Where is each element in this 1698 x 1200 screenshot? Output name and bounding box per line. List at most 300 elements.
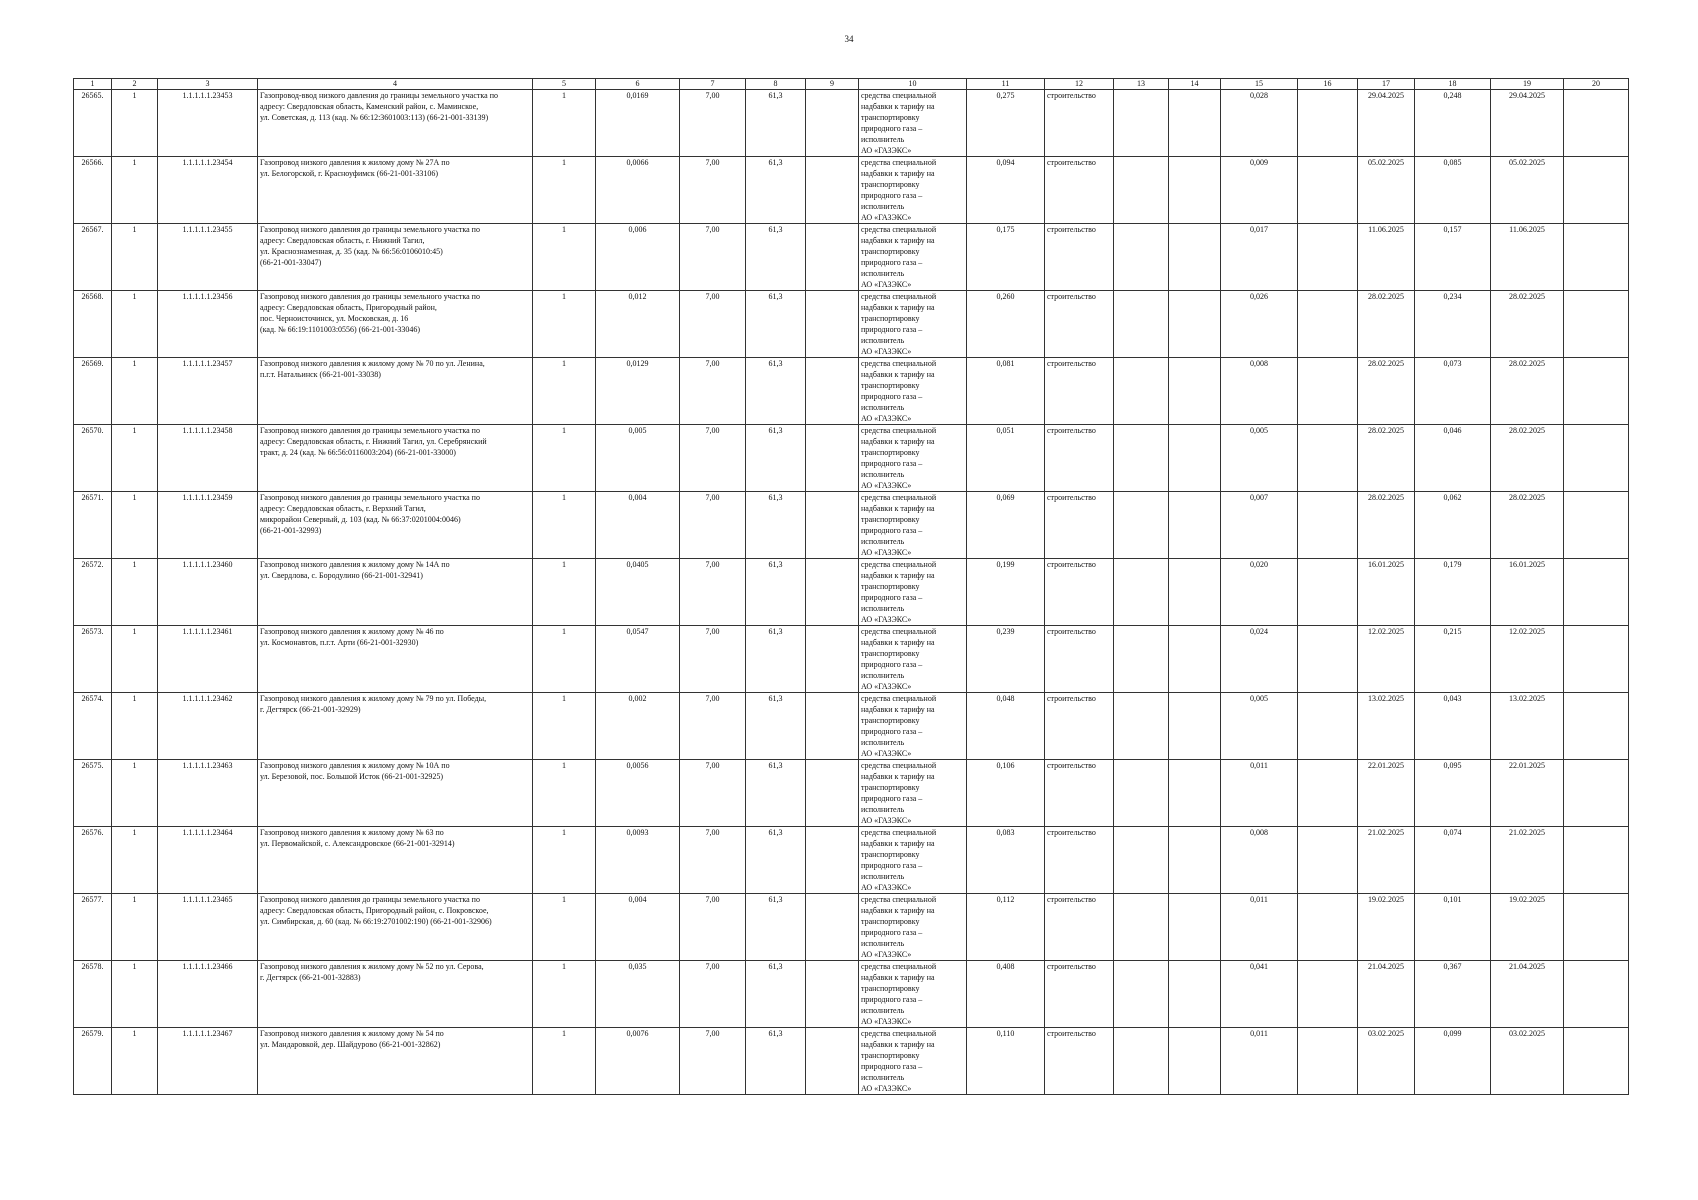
table-row [74, 224, 1629, 291]
col-20 [1564, 492, 1629, 559]
work-type-cell: строительство [1045, 827, 1114, 894]
col-14 [1169, 157, 1221, 224]
start-date-cell: 12.02.2025 [1358, 626, 1415, 693]
column-header: 9 [806, 79, 859, 90]
col-5: 1 [533, 827, 596, 894]
description-cell: Газопровод низкого давления до границы земельного участка по адресу: Свердловская область, г. Верхний Тагил, микрорайон Северный, д. 103 (кад. № 66:37:0201004:0046) (66-21-001-32993) [258, 492, 533, 559]
start-date-cell: 28.02.2025 [1358, 358, 1415, 425]
col-16 [1298, 626, 1358, 693]
col-20 [1564, 291, 1629, 358]
code-cell: 1.1.1.1.1.23467 [158, 1028, 258, 1095]
col-20 [1564, 425, 1629, 492]
col-5: 1 [533, 1028, 596, 1095]
col-2: 1 [112, 291, 158, 358]
col-2: 1 [112, 425, 158, 492]
code-cell: 1.1.1.1.1.23458 [158, 425, 258, 492]
length-cell: 0,012 [596, 291, 680, 358]
col-20 [1564, 827, 1629, 894]
col-15: 0,007 [1221, 492, 1298, 559]
pressure-cell: 7,00 [680, 894, 746, 961]
col-13 [1114, 291, 1169, 358]
col-9 [806, 358, 859, 425]
pressure-cell: 7,00 [680, 760, 746, 827]
table-row [74, 760, 1629, 827]
col-16 [1298, 224, 1358, 291]
col-18: 0,248 [1415, 90, 1491, 157]
length-cell: 0,0076 [596, 1028, 680, 1095]
col-18: 0,085 [1415, 157, 1491, 224]
cost-cell: 0,081 [967, 358, 1045, 425]
col-15: 0,028 [1221, 90, 1298, 157]
work-type-cell: строительство [1045, 291, 1114, 358]
code-cell: 1.1.1.1.1.23456 [158, 291, 258, 358]
col-16 [1298, 827, 1358, 894]
col-13 [1114, 760, 1169, 827]
col-13 [1114, 492, 1169, 559]
row-number: 26565. [74, 90, 112, 157]
col-13 [1114, 626, 1169, 693]
description-cell: Газопровод низкого давления к жилому дому № 70 по ул. Ленина, п.г.т. Натальинск (66-21-001-33038) [258, 358, 533, 425]
col-5: 1 [533, 961, 596, 1028]
work-type-cell: строительство [1045, 358, 1114, 425]
col-2: 1 [112, 961, 158, 1028]
pressure-cell: 7,00 [680, 559, 746, 626]
code-cell: 1.1.1.1.1.23462 [158, 693, 258, 760]
length-cell: 0,0547 [596, 626, 680, 693]
col-20 [1564, 894, 1629, 961]
col-14 [1169, 693, 1221, 760]
table-row [74, 626, 1629, 693]
col-20 [1564, 157, 1629, 224]
col-5: 1 [533, 358, 596, 425]
col-14 [1169, 425, 1221, 492]
row-number: 26579. [74, 1028, 112, 1095]
start-date-cell: 21.04.2025 [1358, 961, 1415, 1028]
col-15: 0,011 [1221, 1028, 1298, 1095]
row-number: 26575. [74, 760, 112, 827]
col-9 [806, 760, 859, 827]
col-14 [1169, 961, 1221, 1028]
pressure-cell: 7,00 [680, 827, 746, 894]
col-16 [1298, 894, 1358, 961]
col-13 [1114, 961, 1169, 1028]
col-18: 0,099 [1415, 1028, 1491, 1095]
length-cell: 0,002 [596, 693, 680, 760]
col-9 [806, 1028, 859, 1095]
col-2: 1 [112, 358, 158, 425]
col-9 [806, 90, 859, 157]
col-5: 1 [533, 157, 596, 224]
col-9 [806, 559, 859, 626]
col-16 [1298, 291, 1358, 358]
funding-source-cell: средства специальной надбавки к тарифу на транспортировку природного газа – исполнитель АО «ГАЗЭКС» [859, 894, 967, 961]
page-number: 34 [844, 34, 854, 44]
cost-cell: 0,275 [967, 90, 1045, 157]
col-15: 0,041 [1221, 961, 1298, 1028]
col-2: 1 [112, 90, 158, 157]
table-row [74, 291, 1629, 358]
col-8: 61,3 [746, 559, 806, 626]
col-5: 1 [533, 492, 596, 559]
column-header: 20 [1564, 79, 1629, 90]
col-8: 61,3 [746, 291, 806, 358]
code-cell: 1.1.1.1.1.23457 [158, 358, 258, 425]
column-header: 15 [1221, 79, 1298, 90]
col-15: 0,017 [1221, 224, 1298, 291]
row-number: 26571. [74, 492, 112, 559]
registry-table [73, 78, 1629, 1095]
length-cell: 0,035 [596, 961, 680, 1028]
col-9 [806, 492, 859, 559]
end-date-cell: 28.02.2025 [1491, 492, 1564, 559]
funding-source-cell: средства специальной надбавки к тарифу на транспортировку природного газа – исполнитель АО «ГАЗЭКС» [859, 425, 967, 492]
col-8: 61,3 [746, 90, 806, 157]
cost-cell: 0,199 [967, 559, 1045, 626]
table-row [74, 693, 1629, 760]
col-13 [1114, 827, 1169, 894]
code-cell: 1.1.1.1.1.23464 [158, 827, 258, 894]
cost-cell: 0,048 [967, 693, 1045, 760]
col-9 [806, 961, 859, 1028]
column-header: 13 [1114, 79, 1169, 90]
row-number: 26576. [74, 827, 112, 894]
col-15: 0,005 [1221, 425, 1298, 492]
description-cell: Газопровод низкого давления до границы земельного участка по адресу: Свердловская область, г. Нижний Тагил, ул. Краснознаменная, д. 35 (кад. № 66:56:0106010:45) (66-21-001-33047) [258, 224, 533, 291]
cost-cell: 0,051 [967, 425, 1045, 492]
col-16 [1298, 760, 1358, 827]
row-number: 26572. [74, 559, 112, 626]
description-cell: Газопровод низкого давления к жилому дому № 79 по ул. Победы, г. Дегтярск (66-21-001-32929) [258, 693, 533, 760]
col-8: 61,3 [746, 425, 806, 492]
col-8: 61,3 [746, 224, 806, 291]
work-type-cell: строительство [1045, 626, 1114, 693]
end-date-cell: 21.02.2025 [1491, 827, 1564, 894]
col-8: 61,3 [746, 894, 806, 961]
table-row [74, 559, 1629, 626]
end-date-cell: 03.02.2025 [1491, 1028, 1564, 1095]
pressure-cell: 7,00 [680, 1028, 746, 1095]
funding-source-cell: средства специальной надбавки к тарифу на транспортировку природного газа – исполнитель АО «ГАЗЭКС» [859, 492, 967, 559]
funding-source-cell: средства специальной надбавки к тарифу на транспортировку природного газа – исполнитель АО «ГАЗЭКС» [859, 224, 967, 291]
start-date-cell: 28.02.2025 [1358, 492, 1415, 559]
pressure-cell: 7,00 [680, 358, 746, 425]
start-date-cell: 13.02.2025 [1358, 693, 1415, 760]
row-number: 26570. [74, 425, 112, 492]
col-5: 1 [533, 425, 596, 492]
funding-source-cell: средства специальной надбавки к тарифу на транспортировку природного газа – исполнитель АО «ГАЗЭКС» [859, 1028, 967, 1095]
col-16 [1298, 1028, 1358, 1095]
code-cell: 1.1.1.1.1.23455 [158, 224, 258, 291]
cost-cell: 0,175 [967, 224, 1045, 291]
work-type-cell: строительство [1045, 492, 1114, 559]
start-date-cell: 05.02.2025 [1358, 157, 1415, 224]
pressure-cell: 7,00 [680, 425, 746, 492]
col-14 [1169, 1028, 1221, 1095]
col-2: 1 [112, 1028, 158, 1095]
table-row [74, 1028, 1629, 1095]
work-type-cell: строительство [1045, 693, 1114, 760]
funding-source-cell: средства специальной надбавки к тарифу на транспортировку природного газа – исполнитель АО «ГАЗЭКС» [859, 90, 967, 157]
col-18: 0,062 [1415, 492, 1491, 559]
column-header: 19 [1491, 79, 1564, 90]
col-2: 1 [112, 626, 158, 693]
start-date-cell: 29.04.2025 [1358, 90, 1415, 157]
table-row [74, 425, 1629, 492]
column-header: 17 [1358, 79, 1415, 90]
col-2: 1 [112, 894, 158, 961]
col-5: 1 [533, 693, 596, 760]
end-date-cell: 28.02.2025 [1491, 425, 1564, 492]
code-cell: 1.1.1.1.1.23454 [158, 157, 258, 224]
col-8: 61,3 [746, 961, 806, 1028]
start-date-cell: 21.02.2025 [1358, 827, 1415, 894]
length-cell: 0,0405 [596, 559, 680, 626]
column-header: 14 [1169, 79, 1221, 90]
col-14 [1169, 760, 1221, 827]
col-14 [1169, 894, 1221, 961]
row-number: 26569. [74, 358, 112, 425]
pressure-cell: 7,00 [680, 224, 746, 291]
description-cell: Газопровод низкого давления к жилому дому № 10А по ул. Березовой, пос. Большой Исток (66-21-001-32925) [258, 760, 533, 827]
cost-cell: 0,408 [967, 961, 1045, 1028]
pressure-cell: 7,00 [680, 291, 746, 358]
col-16 [1298, 961, 1358, 1028]
description-cell: Газопровод низкого давления к жилому дому № 46 по ул. Космонавтов, п.г.т. Арти (66-21-001-32930) [258, 626, 533, 693]
col-18: 0,179 [1415, 559, 1491, 626]
col-8: 61,3 [746, 760, 806, 827]
row-number: 26578. [74, 961, 112, 1028]
start-date-cell: 28.02.2025 [1358, 291, 1415, 358]
col-15: 0,011 [1221, 894, 1298, 961]
col-14 [1169, 224, 1221, 291]
description-cell: Газопровод низкого давления к жилому дому № 63 по ул. Первомайской, с. Александровское (66-21-001-32914) [258, 827, 533, 894]
cost-cell: 0,260 [967, 291, 1045, 358]
pressure-cell: 7,00 [680, 693, 746, 760]
length-cell: 0,004 [596, 492, 680, 559]
description-cell: Газопровод низкого давления к жилому дому № 27А по ул. Белогорской, г. Красноуфимск (66-21-001-33106) [258, 157, 533, 224]
col-15: 0,005 [1221, 693, 1298, 760]
col-8: 61,3 [746, 693, 806, 760]
code-cell: 1.1.1.1.1.23461 [158, 626, 258, 693]
col-5: 1 [533, 559, 596, 626]
col-18: 0,074 [1415, 827, 1491, 894]
column-header: 12 [1045, 79, 1114, 90]
end-date-cell: 21.04.2025 [1491, 961, 1564, 1028]
work-type-cell: строительство [1045, 1028, 1114, 1095]
end-date-cell: 13.02.2025 [1491, 693, 1564, 760]
pressure-cell: 7,00 [680, 961, 746, 1028]
code-cell: 1.1.1.1.1.23459 [158, 492, 258, 559]
col-20 [1564, 358, 1629, 425]
column-header: 7 [680, 79, 746, 90]
col-20 [1564, 90, 1629, 157]
work-type-cell: строительство [1045, 157, 1114, 224]
funding-source-cell: средства специальной надбавки к тарифу на транспортировку природного газа – исполнитель АО «ГАЗЭКС» [859, 291, 967, 358]
col-15: 0,011 [1221, 760, 1298, 827]
work-type-cell: строительство [1045, 90, 1114, 157]
work-type-cell: строительство [1045, 425, 1114, 492]
cost-cell: 0,112 [967, 894, 1045, 961]
col-13 [1114, 1028, 1169, 1095]
start-date-cell: 11.06.2025 [1358, 224, 1415, 291]
col-15: 0,008 [1221, 358, 1298, 425]
description-cell: Газопровод низкого давления до границы земельного участка по адресу: Свердловская область, г. Нижний Тагил, ул. Серебрянский тракт, д. 24 (кад. № 66:56:0116003:204) (66-21-001-33000) [258, 425, 533, 492]
work-type-cell: строительство [1045, 961, 1114, 1028]
funding-source-cell: средства специальной надбавки к тарифу на транспортировку природного газа – исполнитель АО «ГАЗЭКС» [859, 559, 967, 626]
funding-source-cell: средства специальной надбавки к тарифу на транспортировку природного газа – исполнитель АО «ГАЗЭКС» [859, 358, 967, 425]
col-9 [806, 626, 859, 693]
description-cell: Газопровод низкого давления до границы земельного участка по адресу: Свердловская область, Пригородный район, с. Покровское, ул. Симбирская, д. 60 (кад. № 66:19:2701002:190) (66-21-001-32906) [258, 894, 533, 961]
col-14 [1169, 626, 1221, 693]
col-14 [1169, 90, 1221, 157]
col-18: 0,043 [1415, 693, 1491, 760]
col-18: 0,101 [1415, 894, 1491, 961]
column-header: 18 [1415, 79, 1491, 90]
col-20 [1564, 224, 1629, 291]
length-cell: 0,005 [596, 425, 680, 492]
col-13 [1114, 358, 1169, 425]
cost-cell: 0,069 [967, 492, 1045, 559]
cost-cell: 0,110 [967, 1028, 1045, 1095]
col-16 [1298, 358, 1358, 425]
col-8: 61,3 [746, 827, 806, 894]
col-8: 61,3 [746, 358, 806, 425]
col-20 [1564, 693, 1629, 760]
table-body [74, 90, 1629, 1095]
col-20 [1564, 626, 1629, 693]
description-cell: Газопровод-ввод низкого давления до границы земельного участка по адресу: Свердловская область, Каменский район, с. Маминское, ул. Советская, д. 113 (кад. № 66:12:3601003:113) (66-21-001-33139) [258, 90, 533, 157]
col-18: 0,046 [1415, 425, 1491, 492]
col-15: 0,026 [1221, 291, 1298, 358]
end-date-cell: 22.01.2025 [1491, 760, 1564, 827]
code-cell: 1.1.1.1.1.23453 [158, 90, 258, 157]
table-header [74, 79, 1629, 90]
row-number: 26566. [74, 157, 112, 224]
funding-source-cell: средства специальной надбавки к тарифу на транспортировку природного газа – исполнитель АО «ГАЗЭКС» [859, 157, 967, 224]
col-18: 0,095 [1415, 760, 1491, 827]
col-5: 1 [533, 291, 596, 358]
col-9 [806, 224, 859, 291]
start-date-cell: 16.01.2025 [1358, 559, 1415, 626]
table-row [74, 90, 1629, 157]
funding-source-cell: средства специальной надбавки к тарифу на транспортировку природного газа – исполнитель АО «ГАЗЭКС» [859, 961, 967, 1028]
col-5: 1 [533, 224, 596, 291]
length-cell: 0,0056 [596, 760, 680, 827]
col-15: 0,024 [1221, 626, 1298, 693]
col-14 [1169, 559, 1221, 626]
column-header: 8 [746, 79, 806, 90]
col-18: 0,234 [1415, 291, 1491, 358]
end-date-cell: 05.02.2025 [1491, 157, 1564, 224]
col-18: 0,157 [1415, 224, 1491, 291]
col-5: 1 [533, 626, 596, 693]
col-14 [1169, 827, 1221, 894]
pressure-cell: 7,00 [680, 90, 746, 157]
start-date-cell: 28.02.2025 [1358, 425, 1415, 492]
description-cell: Газопровод низкого давления до границы земельного участка по адресу: Свердловская область, Пригородный район, пос. Черноисточинск, ул. Московская, д. 16 (кад. № 66:19:1101003:0556) (66-21-001-33046) [258, 291, 533, 358]
funding-source-cell: средства специальной надбавки к тарифу на транспортировку природного газа – исполнитель АО «ГАЗЭКС» [859, 693, 967, 760]
code-cell: 1.1.1.1.1.23463 [158, 760, 258, 827]
work-type-cell: строительство [1045, 760, 1114, 827]
cost-cell: 0,083 [967, 827, 1045, 894]
col-2: 1 [112, 693, 158, 760]
col-9 [806, 157, 859, 224]
column-header: 3 [158, 79, 258, 90]
col-2: 1 [112, 827, 158, 894]
start-date-cell: 03.02.2025 [1358, 1028, 1415, 1095]
end-date-cell: 16.01.2025 [1491, 559, 1564, 626]
col-18: 0,215 [1415, 626, 1491, 693]
start-date-cell: 22.01.2025 [1358, 760, 1415, 827]
col-2: 1 [112, 559, 158, 626]
col-13 [1114, 425, 1169, 492]
end-date-cell: 28.02.2025 [1491, 358, 1564, 425]
col-13 [1114, 894, 1169, 961]
column-header: 10 [859, 79, 967, 90]
col-20 [1564, 961, 1629, 1028]
col-13 [1114, 90, 1169, 157]
length-cell: 0,004 [596, 894, 680, 961]
col-14 [1169, 291, 1221, 358]
col-9 [806, 425, 859, 492]
col-13 [1114, 559, 1169, 626]
col-15: 0,020 [1221, 559, 1298, 626]
cost-cell: 0,106 [967, 760, 1045, 827]
col-16 [1298, 559, 1358, 626]
column-header: 4 [258, 79, 533, 90]
col-8: 61,3 [746, 157, 806, 224]
col-15: 0,009 [1221, 157, 1298, 224]
table-row [74, 157, 1629, 224]
col-2: 1 [112, 492, 158, 559]
column-number-row [74, 79, 1629, 90]
description-cell: Газопровод низкого давления к жилому дому № 54 по ул. Мандаровкой, дер. Шайдурово (66-21-001-32862) [258, 1028, 533, 1095]
col-20 [1564, 760, 1629, 827]
column-header: 16 [1298, 79, 1358, 90]
table-row [74, 492, 1629, 559]
col-13 [1114, 224, 1169, 291]
end-date-cell: 11.06.2025 [1491, 224, 1564, 291]
col-20 [1564, 559, 1629, 626]
table-row [74, 961, 1629, 1028]
pressure-cell: 7,00 [680, 626, 746, 693]
description-cell: Газопровод низкого давления к жилому дому № 14А по ул. Свердлова, с. Бородулино (66-21-001-32941) [258, 559, 533, 626]
col-5: 1 [533, 894, 596, 961]
length-cell: 0,0066 [596, 157, 680, 224]
col-18: 0,073 [1415, 358, 1491, 425]
work-type-cell: строительство [1045, 894, 1114, 961]
row-number: 26574. [74, 693, 112, 760]
col-9 [806, 894, 859, 961]
col-16 [1298, 425, 1358, 492]
end-date-cell: 28.02.2025 [1491, 291, 1564, 358]
length-cell: 0,0129 [596, 358, 680, 425]
col-2: 1 [112, 224, 158, 291]
length-cell: 0,0169 [596, 90, 680, 157]
column-header: 6 [596, 79, 680, 90]
col-20 [1564, 1028, 1629, 1095]
col-8: 61,3 [746, 492, 806, 559]
length-cell: 0,006 [596, 224, 680, 291]
col-9 [806, 827, 859, 894]
col-15: 0,008 [1221, 827, 1298, 894]
cost-cell: 0,239 [967, 626, 1045, 693]
code-cell: 1.1.1.1.1.23460 [158, 559, 258, 626]
table-row [74, 827, 1629, 894]
row-number: 26568. [74, 291, 112, 358]
col-5: 1 [533, 90, 596, 157]
cost-cell: 0,094 [967, 157, 1045, 224]
